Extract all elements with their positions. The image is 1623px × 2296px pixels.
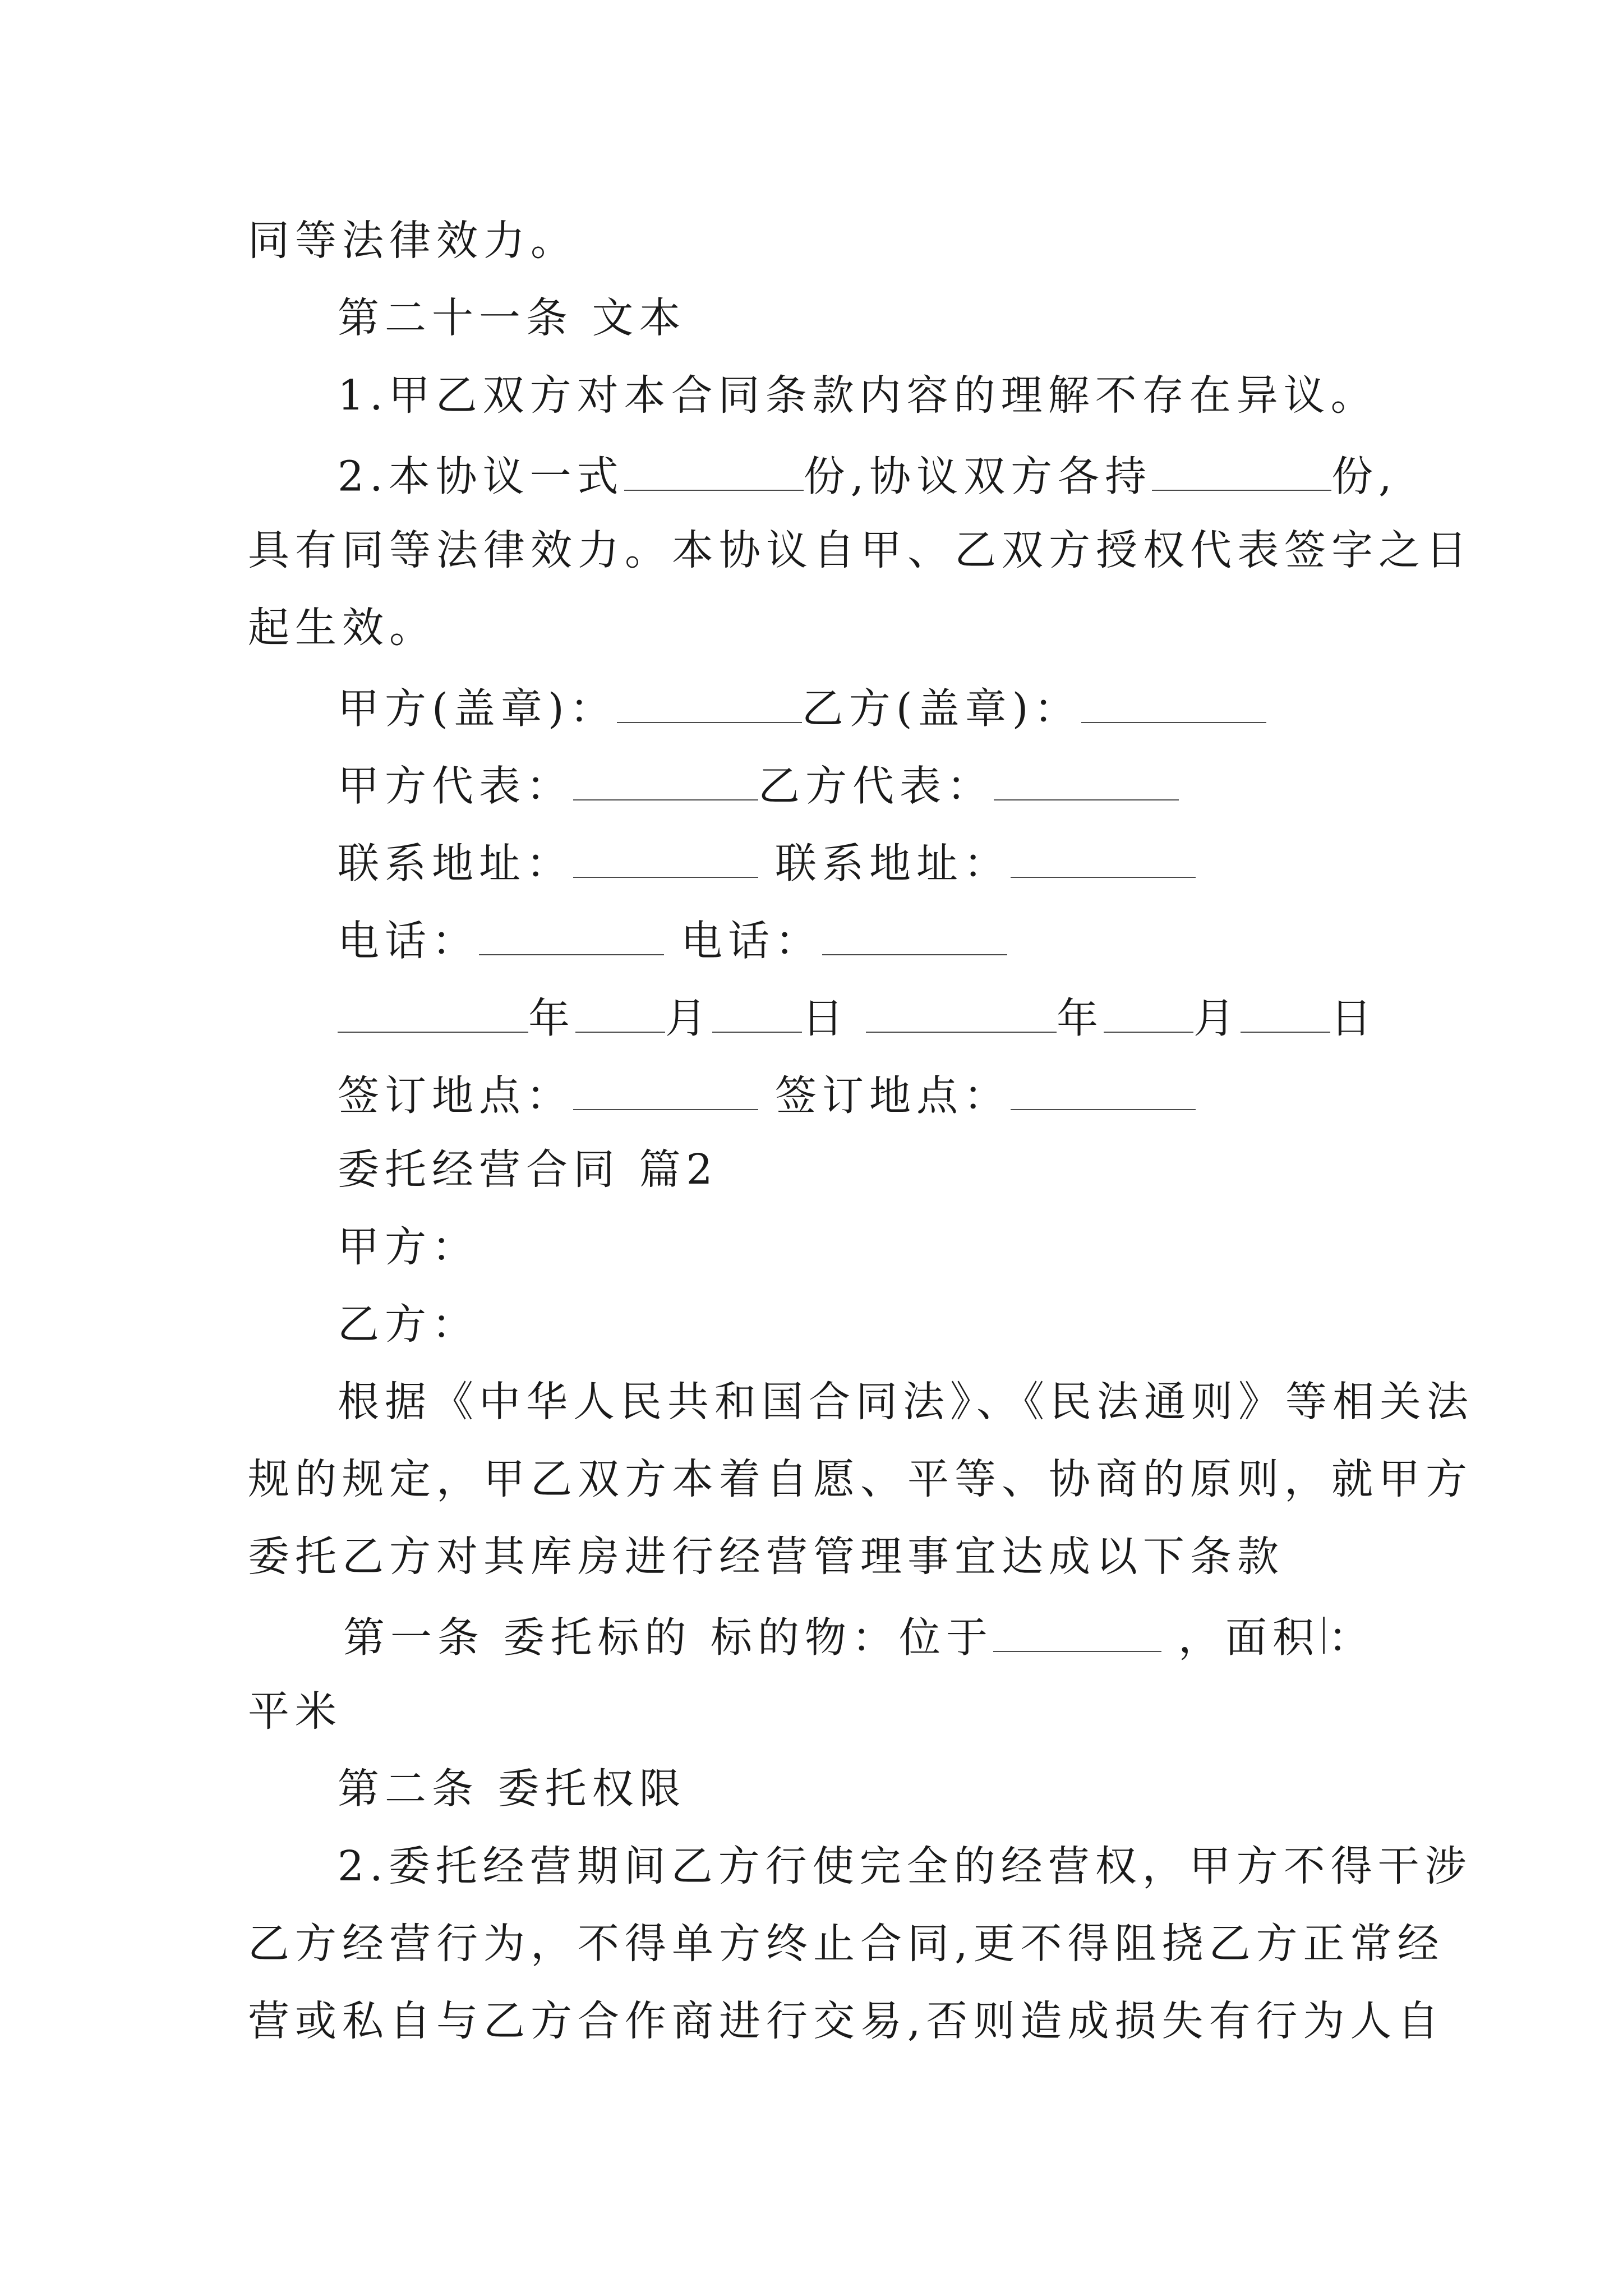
signature-place-row	[338, 1071, 1196, 1120]
party-b-address-blank[interactable]	[1011, 839, 1196, 878]
signature-phone-row	[338, 917, 1007, 965]
article-2-item-2	[338, 1842, 1472, 1890]
label: 甲方代表：	[338, 762, 573, 811]
party-a-place-blank[interactable]	[573, 1071, 758, 1110]
label: 月	[665, 994, 712, 1043]
label: 甲方：	[338, 1223, 479, 1271]
label: 日	[1330, 994, 1377, 1043]
label: 年	[528, 994, 575, 1043]
preamble-line	[248, 1455, 1473, 1503]
label: 联系地址：	[775, 839, 1011, 888]
label: 联系地址：	[338, 839, 573, 888]
label: 电话：	[338, 917, 479, 965]
heading-text: 第二条 委托权限	[338, 1765, 686, 1813]
paragraph-text: 根据《中华人民共和国合同法》、《民法通则》等相关法	[338, 1378, 1474, 1426]
party-a-line	[338, 1223, 479, 1271]
paragraph-text: 份,协议双方各持	[803, 452, 1152, 501]
text-cursor-icon	[1323, 1617, 1325, 1654]
label: 乙方(盖章)：	[801, 684, 1081, 733]
paragraph-text: ：	[1328, 1613, 1376, 1662]
party-a-rep-blank[interactable]	[573, 762, 758, 800]
paragraph-text: 1.甲乙双方对本合同条款内容的理解不存在异议。	[338, 371, 1378, 420]
party-a-address-blank[interactable]	[573, 839, 758, 878]
party-b-day-blank[interactable]	[1241, 994, 1330, 1033]
label: 电话：	[681, 917, 822, 965]
label: 签订地点：	[775, 1071, 1011, 1120]
signature-date-row	[338, 994, 1377, 1043]
party-b-month-blank[interactable]	[1104, 994, 1193, 1033]
paragraph-text: 平米	[248, 1687, 342, 1736]
article-2-heading	[338, 1765, 686, 1813]
article-21-item-1	[338, 371, 1378, 420]
party-a-month-blank[interactable]	[575, 994, 665, 1033]
party-b-rep-blank[interactable]	[994, 762, 1179, 800]
label: 甲方(盖章)：	[338, 684, 617, 733]
signature-address-row	[338, 839, 1196, 888]
signature-rep-row	[338, 762, 1179, 811]
article-1-cont	[248, 1687, 342, 1736]
paragraph-continuation	[248, 217, 578, 265]
article-21-item-2-cont	[248, 604, 436, 652]
preamble-line	[248, 1533, 1284, 1581]
paragraph-text: 规的规定，甲乙双方本着自愿、平等、协商的原则，就甲方	[248, 1455, 1473, 1503]
label: 年	[1057, 994, 1104, 1043]
party-b-phone-blank[interactable]	[822, 917, 1007, 955]
article-2-item-2-cont	[248, 1920, 1445, 1968]
copies-blank[interactable]	[624, 452, 804, 491]
section-2-title	[338, 1145, 718, 1194]
paragraph-text: 营或私自与乙方合作商进行交易,否则造成损失有行为人自	[248, 1997, 1445, 2045]
label: 月	[1193, 994, 1241, 1043]
label: 签订地点：	[338, 1071, 573, 1120]
party-a-phone-blank[interactable]	[479, 917, 664, 955]
signature-seal-row	[338, 684, 1266, 733]
paragraph-text: 具有同等法律效力。本协议自甲、乙双方授权代表签字之日	[248, 526, 1473, 574]
paragraph-text: 2.委托经营期间乙方行使完全的经营权，甲方不得干涉	[338, 1842, 1472, 1890]
paragraph-text: 同等法律效力。	[248, 217, 578, 265]
heading-text: 第二十一条 文本	[338, 294, 686, 342]
paragraph-text: 乙方经营行为，不得单方终止合同,更不得阻挠乙方正常经	[248, 1920, 1445, 1968]
paragraph-text: 第一条 委托标的 标的物：位于	[343, 1613, 994, 1662]
party-b-year-blank[interactable]	[866, 994, 1057, 1033]
paragraph-text: 委托乙方对其库房进行经营管理事宜达成以下条款	[248, 1533, 1284, 1581]
party-b-seal-blank[interactable]	[1081, 684, 1266, 723]
party-b-place-blank[interactable]	[1011, 1071, 1196, 1110]
section-title: 委托经营合同 篇2	[338, 1145, 718, 1194]
party-a-seal-blank[interactable]	[617, 684, 802, 723]
label: 乙方代表：	[758, 762, 994, 811]
paragraph-text: 起生效。	[248, 604, 436, 652]
preamble-line	[338, 1378, 1474, 1426]
location-blank[interactable]	[993, 1613, 1161, 1652]
copies-each-blank[interactable]	[1152, 452, 1331, 491]
article-21-item-2	[338, 452, 1398, 501]
article-21-item-2-cont	[248, 526, 1473, 574]
party-a-year-blank[interactable]	[338, 994, 528, 1033]
paragraph-text: 2.本协议一式	[338, 452, 624, 501]
party-b-line	[338, 1300, 479, 1349]
party-a-day-blank[interactable]	[712, 994, 802, 1033]
article-21-heading	[338, 294, 686, 342]
article-1-line	[343, 1613, 1376, 1662]
paragraph-text: ，面积	[1178, 1613, 1320, 1662]
label: 日	[802, 994, 849, 1043]
paragraph-text: 份,	[1331, 452, 1398, 501]
article-2-item-2-cont	[248, 1997, 1445, 2045]
label: 乙方：	[338, 1300, 479, 1349]
